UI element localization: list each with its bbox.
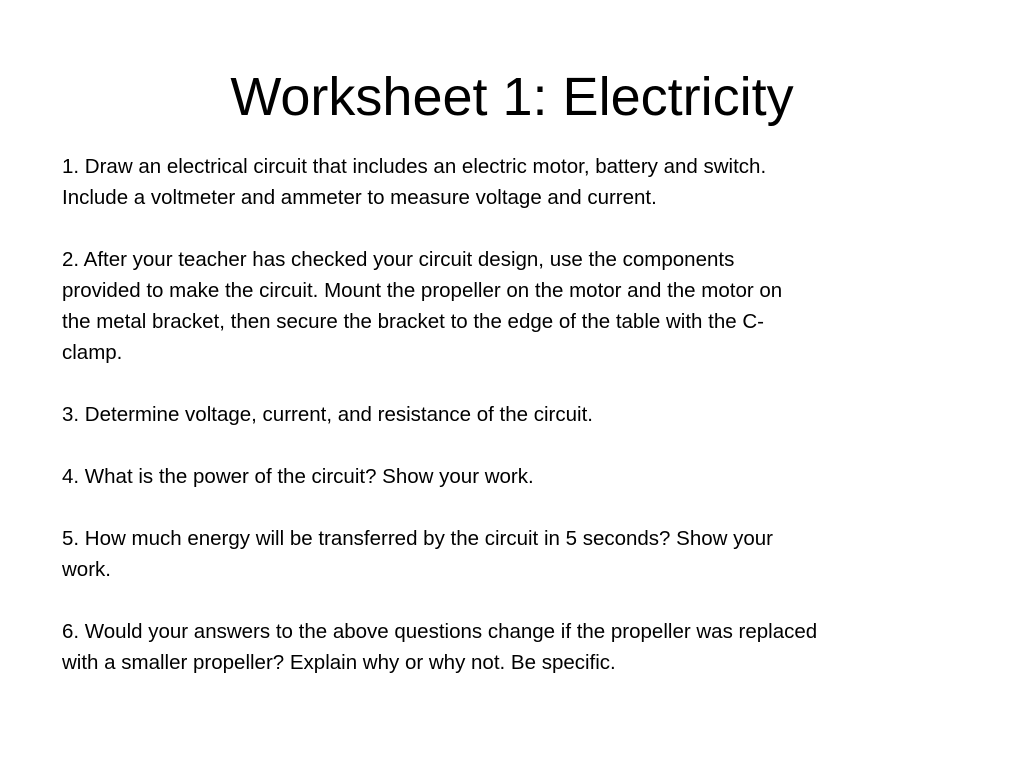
question-1-line-2: Include a voltmeter and ammeter to measure voltage and current. xyxy=(62,186,657,209)
question-2 xyxy=(62,244,942,368)
question-4-line-1: 4. What is the power of the circuit? Show your work. xyxy=(62,465,534,488)
question-5-line-2: work. xyxy=(62,558,111,581)
question-4 xyxy=(62,461,942,492)
question-1-line-1: 1. Draw an electrical circuit that includes an electric motor, battery and switch. xyxy=(62,155,767,178)
question-2-line-1: 2. After your teacher has checked your circuit design, use the components xyxy=(62,248,735,271)
question-3-line-1: 3. Determine voltage, current, and resistance of the circuit. xyxy=(62,403,593,426)
spacer xyxy=(62,430,942,461)
spacer xyxy=(62,492,942,523)
question-2-line-4: clamp. xyxy=(62,341,123,364)
spacer xyxy=(62,213,942,244)
question-1 xyxy=(62,151,942,213)
slide-body xyxy=(62,151,942,678)
question-5-line-1: 5. How much energy will be transferred by the circuit in 5 seconds? Show your xyxy=(62,527,774,550)
question-5 xyxy=(62,523,942,585)
slide-title: Worksheet 1: Electricity xyxy=(230,67,794,127)
question-6-line-1: 6. Would your answers to the above questions change if the propeller was replaced xyxy=(62,620,818,643)
question-2-line-2: provided to make the circuit. Mount the propeller on the motor and the motor on xyxy=(62,279,783,302)
spacer xyxy=(62,368,942,399)
question-6 xyxy=(62,616,942,678)
question-6-line-2: with a smaller propeller? Explain why or why not. Be specific. xyxy=(62,651,616,674)
question-3 xyxy=(62,399,942,430)
question-2-line-3: the metal bracket, then secure the bracket to the edge of the table with the C- xyxy=(62,310,764,333)
spacer xyxy=(62,585,942,616)
